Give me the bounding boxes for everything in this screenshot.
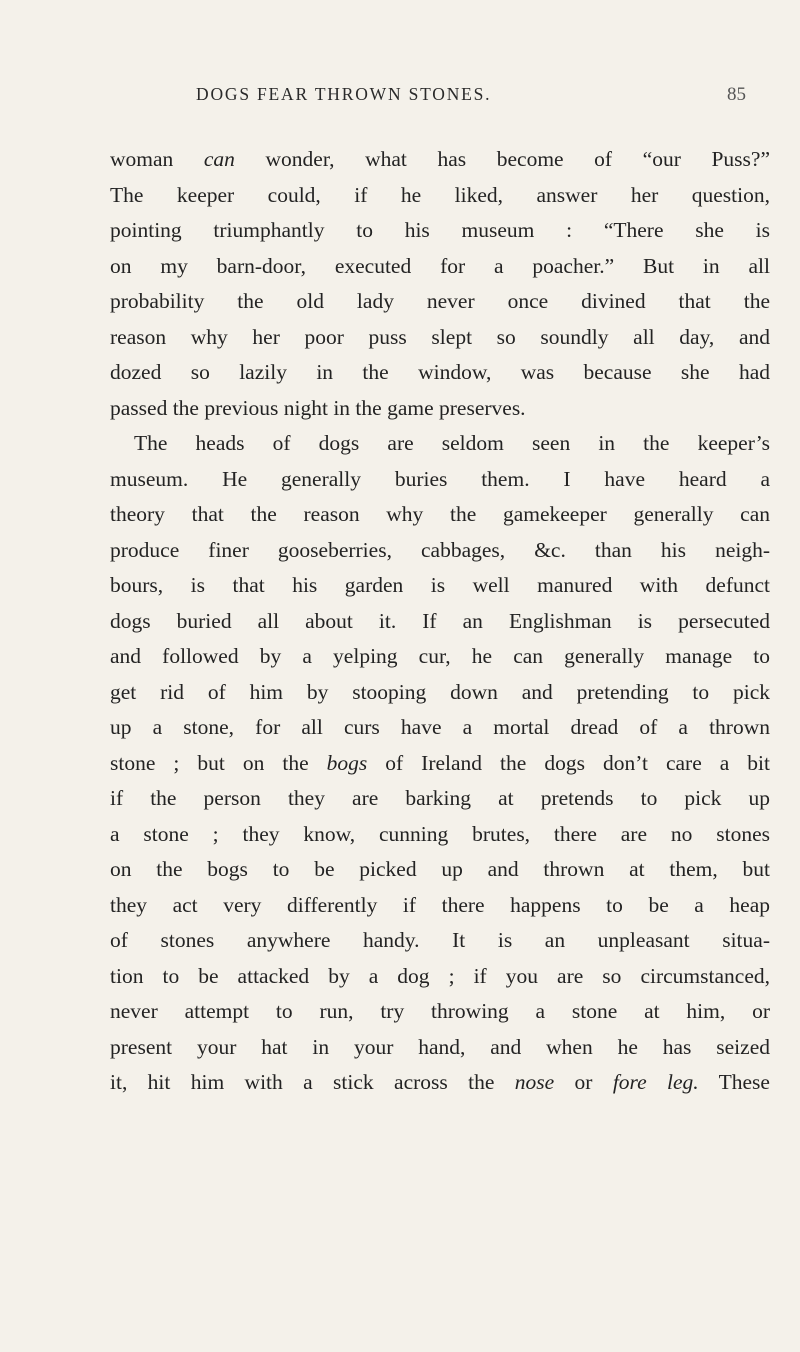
text-line: museum. He generally buries them. I have heard a bbox=[110, 466, 770, 491]
text-line: if the person they are barking at pretends to pick up bbox=[110, 786, 770, 810]
text-line: The heads of dogs are seldom seen in the keeper’s bbox=[134, 431, 770, 455]
body-text bbox=[110, 142, 770, 1101]
text-line: tion to be attacked by a dog ; if you are so circumstanced, bbox=[110, 963, 770, 988]
text-line: it, hit him with a stick across the nose or fore leg. These bbox=[110, 1070, 770, 1094]
text-line: dogs buried all about it. If an Englishman is persecuted bbox=[110, 608, 770, 633]
text-line: dozed so lazily in the window, was because she had bbox=[110, 360, 770, 384]
text-line: woman can wonder, what has become of “our Puss?” bbox=[110, 147, 771, 171]
page-number: 85 bbox=[727, 84, 746, 105]
text-line: pointing triumphantly to his museum : “There she is bbox=[110, 218, 770, 242]
text-line: get rid of him by stooping down and pretending to pick bbox=[110, 679, 770, 704]
text-line: theory that the reason why the gamekeeper generally can bbox=[110, 502, 770, 526]
text-line: passed the previous night in the game preserves. bbox=[110, 395, 526, 420]
text-line: up a stone, for all curs have a mortal dread of a thrown bbox=[110, 715, 770, 739]
text-line: of stones anywhere handy. It is an unpleasant situa- bbox=[110, 928, 770, 952]
text-line: bours, is that his garden is well manured with defunct bbox=[110, 573, 770, 597]
text-line: on my barn-door, executed for a poacher.” But in all bbox=[110, 253, 770, 278]
running-title: DOGS FEAR THROWN STONES. bbox=[196, 84, 492, 104]
text-line: The keeper could, if he liked, answer her question, bbox=[110, 182, 770, 207]
text-line: a stone ; they know, cunning brutes, there are no stones bbox=[110, 821, 770, 846]
text-line: probability the old lady never once divined that the bbox=[110, 289, 770, 313]
text-line: stone ; but on the bogs of Ireland the dogs don’t care a bit bbox=[110, 750, 770, 775]
text-line: and followed by a yelping cur, he can generally manage to bbox=[110, 644, 770, 668]
text-line: never attempt to run, try throwing a stone at him, or bbox=[110, 999, 770, 1023]
text-line: produce finer gooseberries, cabbages, &c. than his neigh- bbox=[110, 537, 770, 562]
text-line: on the bogs to be picked up and thrown at them, but bbox=[110, 857, 770, 881]
text-line: reason why her poor puss slept so soundly all day, and bbox=[110, 324, 770, 349]
running-header bbox=[110, 84, 770, 110]
text-line: they act very differently if there happens to be a heap bbox=[110, 892, 770, 917]
text-line: present your hat in your hand, and when he has seized bbox=[110, 1034, 770, 1059]
